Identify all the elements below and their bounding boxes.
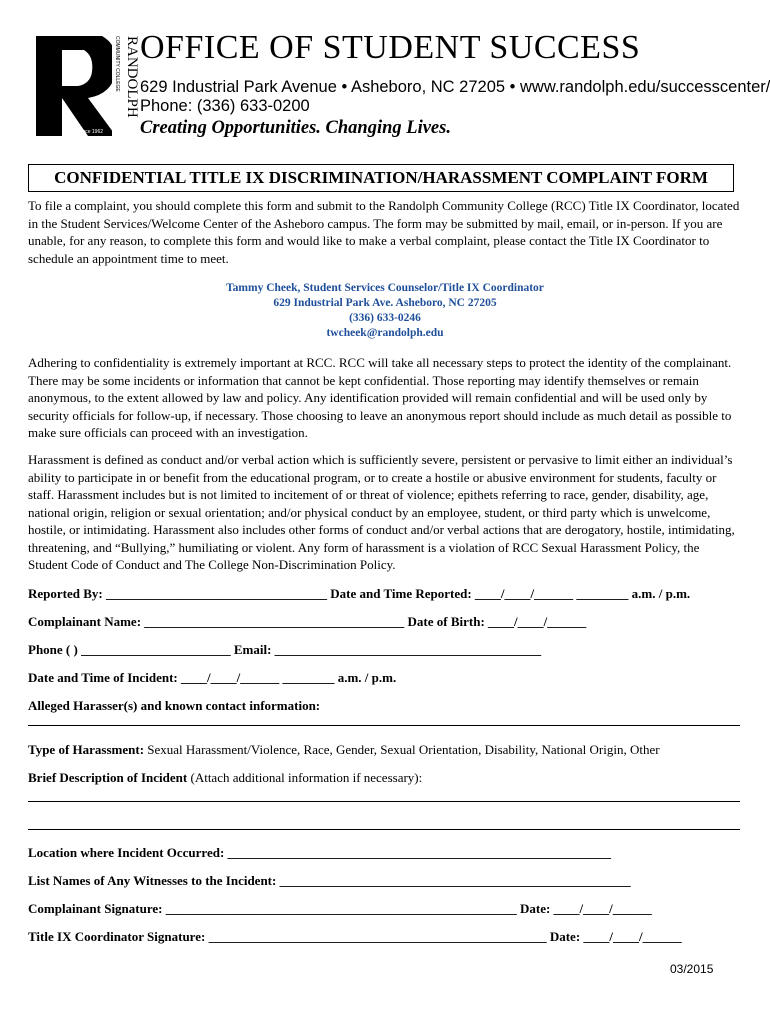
form-title: CONFIDENTIAL TITLE IX DISCRIMINATION/HARASSMENT COMPLAINT FORM [54, 168, 708, 187]
description-line-1[interactable] [28, 801, 740, 802]
reported-by-field[interactable]: Reported By: __________________________________ [28, 586, 327, 601]
type-options[interactable]: Sexual Harassment/Violence, Race, Gender, Sexual Orientation, Disability, National Origin, Other [144, 742, 660, 757]
brief-label: Brief Description of Incident [28, 770, 188, 785]
harassment-definition: Harassment is defined as conduct and/or verbal action which is sufficiently severe, persistent or pervasive to limit either an individual’s ability to participate in or benefit from the educational program, or to create a hostile or abusive environment for students, faculty or staff. Harassment includes but is not limited to incitement of or threat of violence; epithets referring to race, gender, disability, age, national origin, religion or sexual orientation; and/or physical conduct by an employee, student, or third party which is unwelcome, hostile, or intimidating. Harassment also includes other forms of conduct and/or verbal actions that are derogatory, hostile, intimidating, threatening, and “Bullying,” humiliating or violent. Any form of harassment is a violation of RCC Sexual Harassment Policy, the Student Code of Conduct and The College Non-Discrimination Policy. [28, 452, 735, 572]
office-title: OFFICE OF STUDENT SUCCESS [140, 29, 641, 66]
witnesses-field[interactable]: List Names of Any Witnesses to the Incident: ______________________________________________________ [28, 873, 631, 888]
logo-since-text: Since 1962 [78, 129, 104, 135]
complainant-signature-date[interactable]: Date: ____/____/______ [516, 901, 652, 916]
date-time-reported-field[interactable]: Date and Time Reported: ____/____/______ ________ a.m. / p.m. [327, 586, 691, 601]
date-of-birth-field[interactable]: Date of Birth: ____/____/______ [404, 614, 587, 629]
email-field[interactable]: Email: _________________________________________ [230, 642, 542, 657]
complainant-signature-field[interactable]: Complainant Signature: ______________________________________________________ [28, 901, 517, 916]
complainant-signature-row[interactable] [28, 900, 652, 918]
contact-email[interactable]: twcheek@randolph.edu [326, 327, 444, 339]
office-address: 629 Industrial Park Avenue • Asheboro, NC 27205 • www.randolph.edu/successcenter/ [140, 78, 770, 96]
reported-by-row[interactable] [28, 585, 690, 603]
revision-date: 03/2015 [670, 962, 714, 976]
coordinator-signature-field[interactable]: Title IX Coordinator Signature: ____________________________________________________ [28, 929, 547, 944]
description-line-2[interactable] [28, 829, 740, 830]
brief-description-row [28, 769, 422, 787]
alleged-harasser-line[interactable] [28, 725, 740, 726]
contact-name: Tammy Cheek, Student Services Counselor/Title IX Coordinator [226, 282, 544, 294]
office-phone: Phone: (336) 633-0200 [140, 97, 310, 115]
intro-paragraph: To file a complaint, you should complete this form and submit to the Randolph Community College (RCC) Title IX Coordinator, located in the Student Services/Welcome Center of the Asheboro campus. The form may be submitted by mail, email, or in-person. If you are unable, for any reason, to complete this form and would like to make a verbal complaint, please contact the Title IX Coordinator to schedule an appointment time to meet. [28, 198, 740, 266]
coordinator-contact [0, 281, 770, 341]
form-title-box [28, 164, 734, 192]
incident-datetime-field[interactable]: Date and Time of Incident: ____/____/______ ________ a.m. / p.m. [28, 670, 397, 685]
brief-note: (Attach additional information if necessary): [187, 770, 423, 785]
tagline: Creating Opportunities. Changing Lives. [140, 118, 451, 138]
phone-field[interactable]: Phone ( ) _______________________ [28, 642, 231, 657]
contact-phone: (336) 633-0246 [349, 312, 421, 324]
coordinator-signature-date[interactable]: Date: ____/____/______ [546, 929, 682, 944]
complainant-name-field[interactable]: Complainant Name: ________________________________________ [28, 614, 405, 629]
complainant-row[interactable] [28, 613, 586, 631]
randolph-logo [32, 32, 140, 138]
contact-address: 629 Industrial Park Ave. Asheboro, NC 27205 [273, 297, 497, 309]
logo-vertical-text: RANDOLPH [124, 36, 140, 118]
confidentiality-paragraph: Adhering to confidentiality is extremely important at RCC. RCC will take all necessary steps to protect the identity of the complainant. There may be some incidents or information that cannot be kept confidential. Those reporting may identify themselves or remain anonymous, to the extent allowed by law and policy. Any identification provided will remain confidential and will be used only by security officials for follow-up, if necessary. Those choosing to leave an anonymous report should include as much detail as possible to make sure officials can proceed with an investigation. [28, 355, 732, 440]
logo-sub-text: COMMUNITY COLLEGE [114, 36, 120, 92]
type-of-harassment-row [28, 741, 660, 759]
coordinator-signature-row[interactable] [28, 928, 682, 946]
alleged-harasser-label: Alleged Harasser(s) and known contact information: [28, 698, 321, 713]
phone-email-row[interactable] [28, 641, 541, 659]
location-field[interactable]: Location where Incident Occurred: ___________________________________________________________ [28, 845, 612, 860]
type-label: Type of Harassment: [28, 742, 145, 757]
